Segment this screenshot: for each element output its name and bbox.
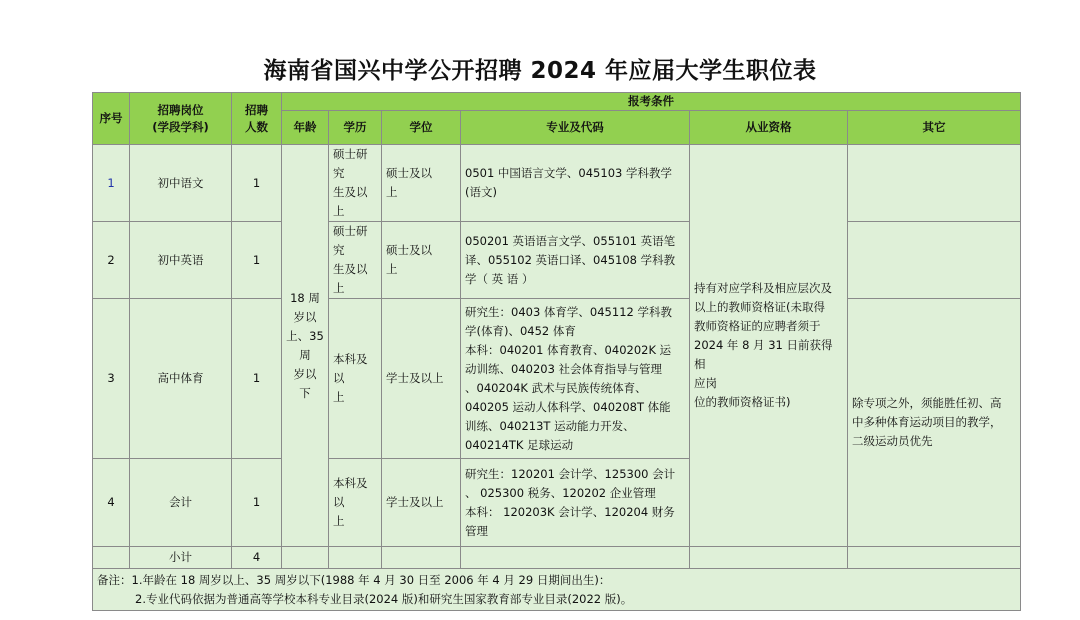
header-post: 招聘岗位 (学段学科)	[130, 93, 232, 145]
subtotal-empty	[382, 547, 461, 569]
header-age: 年龄	[282, 111, 329, 145]
shared-age: 18 周 岁以 上、35 周 岁以 下	[282, 145, 329, 547]
table-row	[93, 145, 1021, 222]
header-count: 招聘 人数	[232, 93, 282, 145]
row-post: 会计	[130, 459, 232, 547]
page-title: 海南省国兴中学公开招聘 2024 年应届大学生职位表	[263, 58, 817, 84]
subtotal-seq-empty	[93, 547, 130, 569]
row-other	[848, 222, 1021, 299]
row-post: 初中语文	[130, 145, 232, 222]
header-degree: 学位	[382, 111, 461, 145]
notes-row	[93, 569, 1021, 611]
subtotal-row	[93, 547, 1021, 569]
row-degree: 硕士及以 上	[382, 145, 461, 222]
row-education: 硕士研究 生及以上	[329, 222, 382, 299]
row-seq: 1	[93, 145, 130, 222]
row-count: 1	[232, 145, 282, 222]
note-line-2: 2.专业代码依据为普通高等学校本科专业目录(2024 版)和研究生国家教育部专业目录(2022 版)。	[135, 591, 633, 606]
row-major: 050201 英语语言文学、055101 英语笔 译、055102 英语口译、045108 学科教 学（ 英 语 ）	[461, 222, 690, 299]
job-table	[92, 92, 1021, 611]
row-seq: 2	[93, 222, 130, 299]
header-other: 其它	[848, 111, 1021, 145]
header-requirements: 报考条件	[282, 93, 1021, 111]
row-education: 硕士研究 生及以上	[329, 145, 382, 222]
row-count: 1	[232, 299, 282, 459]
subtotal-empty	[461, 547, 690, 569]
row-education: 本科及以 上	[329, 459, 382, 547]
notes	[93, 569, 1021, 611]
header-row-1	[93, 93, 1021, 111]
header-seq: 序号	[93, 93, 130, 145]
subtotal-empty	[282, 547, 329, 569]
row-degree: 硕士及以 上	[382, 222, 461, 299]
table-row	[93, 222, 1021, 299]
row-post: 初中英语	[130, 222, 232, 299]
row-seq: 3	[93, 299, 130, 459]
subtotal-empty	[329, 547, 382, 569]
note-line-1: 备注：1.年龄在 18 周岁以上、35 周岁以下(1988 年 4 月 30 日至 2006 年 4 月 29 日期间出生)：	[97, 572, 611, 587]
header-major: 专业及代码	[461, 111, 690, 145]
row-education: 本科及以 上	[329, 299, 382, 459]
subtotal-empty	[848, 547, 1021, 569]
header-qualification: 从业资格	[690, 111, 848, 145]
row-seq: 4	[93, 459, 130, 547]
row-major: 0501 中国语言文学、045103 学科教学 (语文)	[461, 145, 690, 222]
row-count: 1	[232, 222, 282, 299]
row-count: 1	[232, 459, 282, 547]
subtotal-empty	[690, 547, 848, 569]
table-row	[93, 299, 1021, 459]
row-degree: 学士及以上	[382, 459, 461, 547]
row-other	[848, 145, 1021, 222]
row-post: 高中体育	[130, 299, 232, 459]
row-degree: 学士及以上	[382, 299, 461, 459]
row-major: 研究生：120201 会计学、125300 会计 、 025300 税务、120202 企业管理 本科： 120203K 会计学、120204 财务 管理	[461, 459, 690, 547]
shared-qualification: 持有对应学科及相应层次及 以上的教师资格证(未取得 教师资格证的应聘者须于 2024 年 8 月 31 日前获得相 应岗 位的教师资格证书)	[690, 145, 848, 547]
row-other: 除专项之外，须能胜任初、高 中多种体育运动项目的教学， 二级运动员优先	[848, 299, 1021, 547]
header-education: 学历	[329, 111, 382, 145]
subtotal-count: 4	[232, 547, 282, 569]
row-major: 研究生：0403 体育学、045112 学科教 学(体育)、0452 体育 本科：040201 体育教育、040202K 运 动训练、040203 社会体育指导与管理 、040204K 武术与民族传统体育、 040205 运动人体科学、040208T 体能 训练、040213T 运动能力开发、 040214TK 足球运动	[461, 299, 690, 459]
subtotal-label: 小计	[130, 547, 232, 569]
